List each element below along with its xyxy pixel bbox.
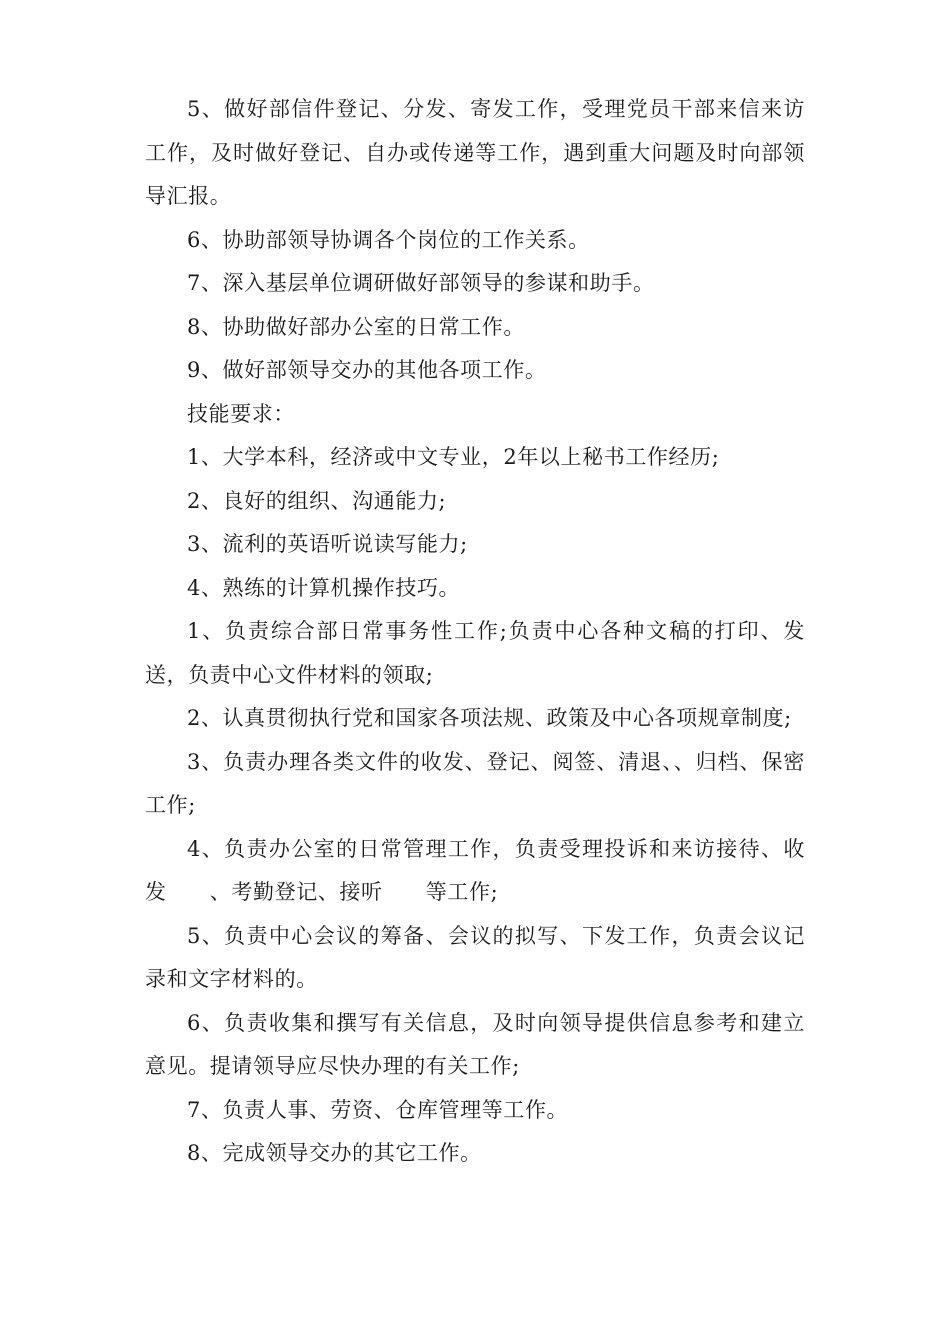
section-heading: 技能要求：: [187, 401, 295, 426]
paragraph: 7、负责人事、劳资、仓库管理等工作。: [187, 1097, 569, 1122]
paragraph: 6、协助部领导协调各个岗位的工作关系。: [187, 227, 590, 252]
paragraph: 2、良好的组织、沟通能力;: [187, 488, 447, 513]
paragraph: 1、负责综合部日常事务性工作;负责中心各种文稿的打印、发送，负责中心文件材料的领取;: [145, 619, 805, 687]
paragraph: 7、深入基层单位调研做好部领导的参谋和助手。: [187, 271, 655, 295]
paragraph: 8、完成领导交办的其它工作。: [187, 1141, 482, 1165]
paragraph: 8、协助做好部办公室的日常工作。: [187, 314, 525, 339]
paragraph: 4、熟练的计算机操作技巧。: [187, 575, 461, 600]
paragraph: 6、负责收集和撰写有关信息，及时向领导提供信息参考和建立意见。提请领导应尽快办理的有关工作;: [145, 1010, 805, 1078]
paragraph: 4、负责办公室的日常管理工作，负责受理投诉和来访接待、收发 、考勤登记、接听 等工作;: [145, 836, 805, 904]
paragraph: 5、负责中心会议的筹备、会议的拟写、下发工作，负责会议记录和文字材料的。: [145, 923, 805, 991]
paragraph: 3、流利的英语听说读写能力;: [187, 532, 468, 556]
paragraph: 5、做好部信件登记、分发、寄发工作，受理党员干部来信来访工作，及时做好登记、自办或传递等工作，遇到重大问题及时向部领导汇报。: [145, 97, 805, 208]
paragraph: 1、大学本科，经济或中文专业，2年以上秘书工作经历;: [187, 445, 720, 469]
paragraph: 2、认真贯彻执行党和国家各项法规、政策及中心各项规章制度;: [187, 706, 792, 730]
paragraph: 3、负责办理各类文件的收发、登记、阅签、清退、、归档、保密工作;: [145, 749, 805, 817]
document-body: [145, 88, 805, 1176]
paragraph: 9、做好部领导交办的其他各项工作。: [187, 358, 547, 382]
